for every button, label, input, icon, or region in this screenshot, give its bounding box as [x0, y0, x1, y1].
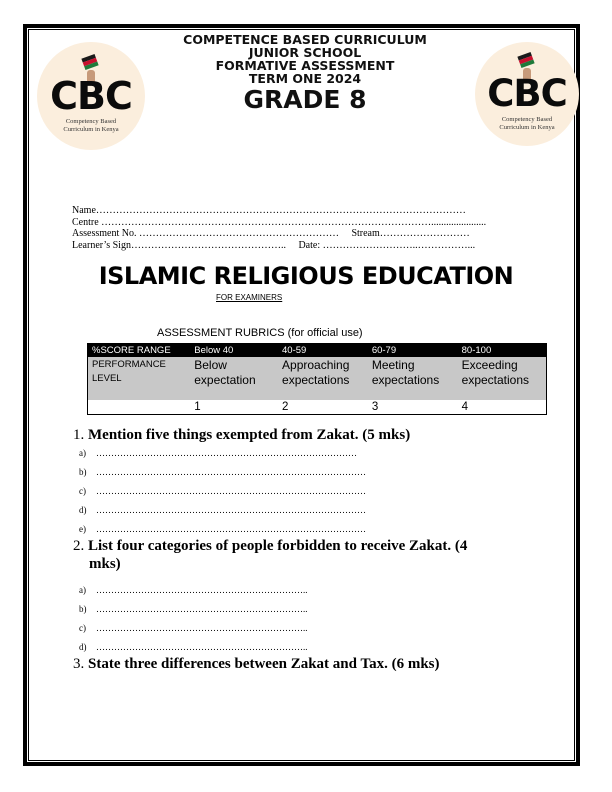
answer-letter: d)	[79, 642, 87, 652]
score-range-cell: 60-79	[368, 344, 458, 358]
answer-dots[interactable]: ……………………………………………………………..	[96, 585, 308, 595]
assessment-no-stream-field[interactable]: Assessment No. …………………………………………………… Stream………………………	[72, 228, 470, 239]
answer-dots[interactable]: ………………………………………………………………………………	[96, 467, 366, 477]
kenya-flag-icon	[81, 54, 98, 70]
answer-letter: a)	[79, 585, 86, 595]
score-range-cell: 80-100	[458, 344, 547, 358]
answer-line-1d[interactable]	[79, 504, 366, 516]
score-range-cell: Below 40	[190, 344, 278, 358]
logo-mark: CBC	[487, 72, 567, 115]
examiners-subtitle: FOR EXAMINERS	[216, 293, 283, 302]
header-school: JUNIOR SCHOOL	[248, 45, 362, 60]
score-number-blank[interactable]	[88, 400, 191, 415]
header-grade: GRADE 8	[243, 85, 367, 114]
header-curriculum: COMPETENCE BASED CURRICULUM	[183, 32, 427, 47]
header-assessment: FORMATIVE ASSESSMENT	[215, 58, 395, 73]
answer-dots[interactable]: ……………………………………………………………..	[96, 604, 308, 614]
question-text: State three differences between Zakat and Tax. (6 mks)	[88, 656, 440, 672]
score-number-cell: 3	[368, 400, 458, 415]
answer-dots[interactable]: ……………………………………………………………………………	[96, 448, 357, 458]
answer-dots[interactable]: ……………………………………………………………..	[96, 642, 308, 652]
score-number-cell: 2	[278, 400, 368, 415]
answer-dots[interactable]: ………………………………………………………………………………	[96, 486, 366, 496]
question-number: 1.	[73, 427, 85, 443]
logo-tagline-line1: Competency Based	[65, 118, 117, 125]
question-number: 2.	[73, 538, 85, 554]
answer-line-2b[interactable]	[79, 603, 308, 615]
score-number-row	[88, 400, 547, 415]
score-number-cell: 4	[458, 400, 547, 415]
logo-tagline	[37, 118, 145, 134]
answer-letter: d)	[79, 505, 87, 515]
student-info-fields	[72, 205, 538, 251]
answer-letter: c)	[79, 486, 86, 496]
answer-letter: a)	[79, 448, 86, 458]
question-2	[73, 538, 467, 555]
performance-level-label: PERFORMANCE LEVEL	[88, 357, 191, 400]
subject-title: ISLAMIC RELIGIOUS EDUCATION	[98, 262, 514, 290]
question-text: Mention five things exempted from Zakat. (5 mks)	[88, 427, 411, 443]
answer-letter: e)	[79, 524, 86, 534]
performance-level-row	[88, 357, 547, 400]
cbc-logo-left	[37, 42, 145, 150]
logo-tagline-line2: Curriculum in Kenya	[63, 126, 119, 133]
answer-letter: c)	[79, 623, 86, 633]
score-range-row	[88, 344, 547, 358]
question-1	[73, 427, 410, 444]
logo-tagline-line1: Competency Based	[501, 116, 553, 123]
answer-line-1b[interactable]	[79, 466, 366, 478]
question-number: 3.	[73, 656, 85, 672]
answer-dots[interactable]: ……………………………………………………………..	[96, 623, 308, 633]
logo-mark: CBC	[50, 74, 132, 118]
kenya-flag-icon	[517, 52, 534, 68]
learner-sign-date-field[interactable]: Learner’s Sign……………………………………….. Date: ………………………..……………...	[72, 239, 476, 251]
assessment-rubric-table	[87, 343, 547, 415]
performance-level-cell: Approaching expectations	[278, 357, 368, 400]
performance-level-cell: Meeting expectations	[368, 357, 458, 400]
answer-line-2d[interactable]	[79, 641, 308, 653]
question-3	[73, 656, 440, 673]
answer-line-1e[interactable]	[79, 523, 366, 535]
logo-tagline	[475, 116, 579, 132]
answer-letter: b)	[79, 467, 87, 477]
cbc-logo-right	[475, 42, 579, 146]
question-text: mks)	[89, 556, 121, 572]
question-text: List four categories of people forbidden to receive Zakat. (4	[88, 538, 468, 554]
question-2-continued	[89, 556, 121, 573]
answer-dots[interactable]: ………………………………………………………………………………	[96, 505, 366, 515]
performance-level-cell: Exceeding expectations	[458, 357, 547, 400]
score-range-label: %SCORE RANGE	[88, 344, 191, 358]
score-range-cell: 40-59	[278, 344, 368, 358]
score-number-cell: 1	[190, 400, 278, 415]
performance-level-cell: Below expectation	[190, 357, 278, 400]
answer-line-2c[interactable]	[79, 622, 308, 634]
name-field[interactable]: Name…………………………………………………………………………………………………	[72, 205, 466, 216]
answer-letter: b)	[79, 604, 87, 614]
answer-line-1a[interactable]	[79, 447, 357, 459]
centre-field[interactable]: Centre ………………………………………………………………………………………......................	[72, 216, 487, 228]
answer-line-2a[interactable]	[79, 584, 308, 596]
rubric-title: ASSESSMENT RUBRICS (for official use)	[157, 327, 363, 339]
answer-line-1c[interactable]	[79, 485, 366, 497]
answer-dots[interactable]: ………………………………………………………………………………	[96, 524, 366, 534]
header-term: TERM ONE 2024	[248, 71, 362, 86]
logo-tagline-line2: Curriculum in Kenya	[499, 124, 555, 131]
